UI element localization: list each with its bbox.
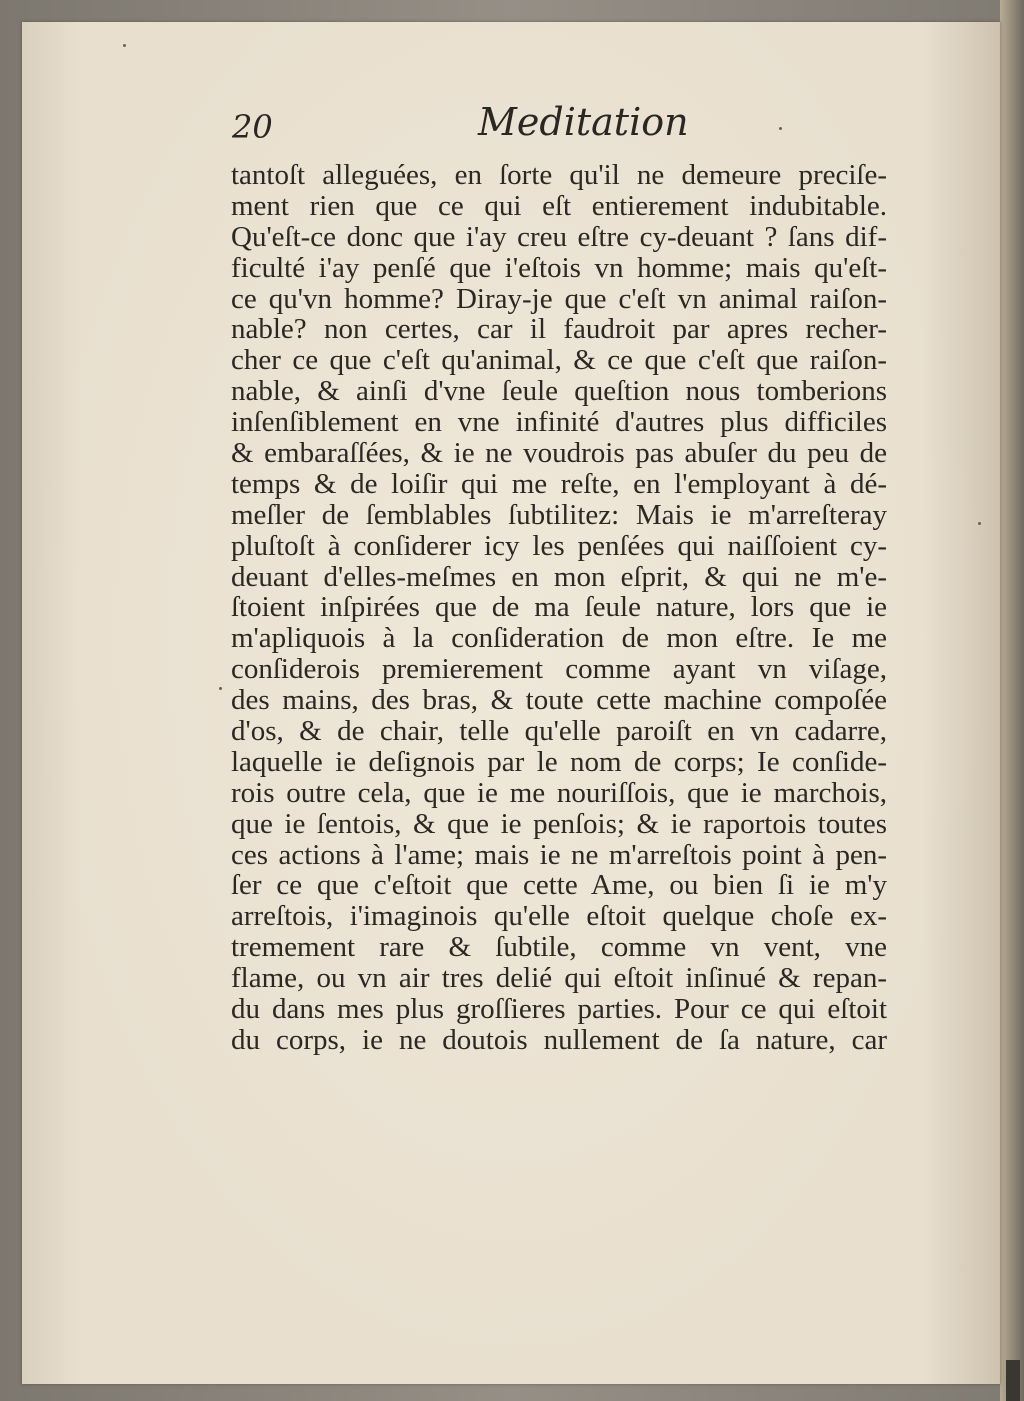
text-line: Qu'eſt-ce donc que i'ay creu eſtre cy-deuant ? ſans dif-	[231, 220, 887, 253]
text-line: ment rien que ce qui eſt entierement indubitable.	[231, 189, 887, 222]
text-line: meſler de ſemblables ſubtilitez: Mais ie m'arreſteray	[231, 498, 887, 531]
text-line: d'os, & de chair, telle qu'elle paroiſt en vn cadarre,	[231, 715, 887, 748]
binding-shadow	[1006, 1360, 1020, 1401]
text-line: ſer ce que c'eſtoit que cette Ame, ou bien ſi ie m'y	[231, 869, 887, 902]
paper-speck	[123, 44, 126, 47]
text-line: ficulté i'ay penſé que i'eſtois vn homme; mais qu'eſt-	[231, 251, 887, 284]
page-title: Meditation	[478, 100, 689, 144]
text-line: que ie ſentois, & que ie penſois; & ie raportois toutes	[231, 807, 887, 840]
adjacent-page-edge	[1000, 0, 1024, 1401]
text-line: pluſtoſt à conſiderer icy les penſées qui naiſſoient cy-	[231, 529, 887, 562]
paper-speck	[219, 687, 222, 690]
text-line: arreſtois, i'imaginois qu'elle eſtoit quelque choſe ex-	[231, 900, 887, 933]
text-line: des mains, des bras, & toute cette machine compoſée	[231, 684, 887, 717]
text-line: tantoſt alleguées, en ſorte qu'il ne demeure preciſe-	[231, 159, 887, 191]
text-line: laquelle ie deſignois par le nom de corps; Ie conſide-	[231, 745, 887, 778]
text-line: conſiderois premierement comme ayant vn viſage,	[231, 653, 887, 686]
text-line: inſenſiblement en vne infinité d'autres plus difficiles	[231, 406, 887, 439]
body-text	[231, 160, 887, 1056]
paper-speck	[978, 522, 981, 525]
text-line: du dans mes plus groſſieres parties. Pour ce qui eſtoit	[231, 993, 887, 1026]
text-line: ces actions à l'ame; mais ie ne m'arreſtois point à pen-	[231, 838, 887, 871]
text-line: temps & de loiſir qui me reſte, en l'employant à dé-	[231, 467, 887, 500]
text-line: flame, ou vn air tres delié qui eſtoit inſinué & repan-	[231, 962, 887, 995]
text-line: m'apliquois à la conſideration de mon eſtre. Ie me	[231, 622, 887, 655]
text-line: ce qu'vn homme? Diray-je que c'eſt vn animal raiſon-	[231, 282, 887, 315]
running-head	[232, 100, 882, 152]
text-line: du corps, ie ne doutois nullement de ſa nature, car	[231, 1023, 887, 1056]
page-number: 20	[232, 108, 273, 146]
text-line: deuant d'elles-meſmes en mon eſprit, & qui ne m'e-	[231, 560, 887, 593]
text-line: rois outre cela, que ie me nouriſſois, que ie marchois,	[231, 776, 887, 809]
text-line: ſtoient inſpirées que de ma ſeule nature, lors que ie	[231, 591, 887, 624]
text-line: tremement rare & ſubtile, comme vn vent, vne	[231, 931, 887, 964]
text-line: cher ce que c'eſt qu'animal, & ce que c'eſt que raiſon-	[231, 344, 887, 377]
text-line: & embaraſſées, & ie ne voudrois pas abuſer du peu de	[231, 437, 887, 470]
text-line: nable, & ainſi d'vne ſeule queſtion nous tomberions	[231, 375, 887, 408]
text-line: nable? non certes, car il faudroit par apres recher-	[231, 313, 887, 346]
